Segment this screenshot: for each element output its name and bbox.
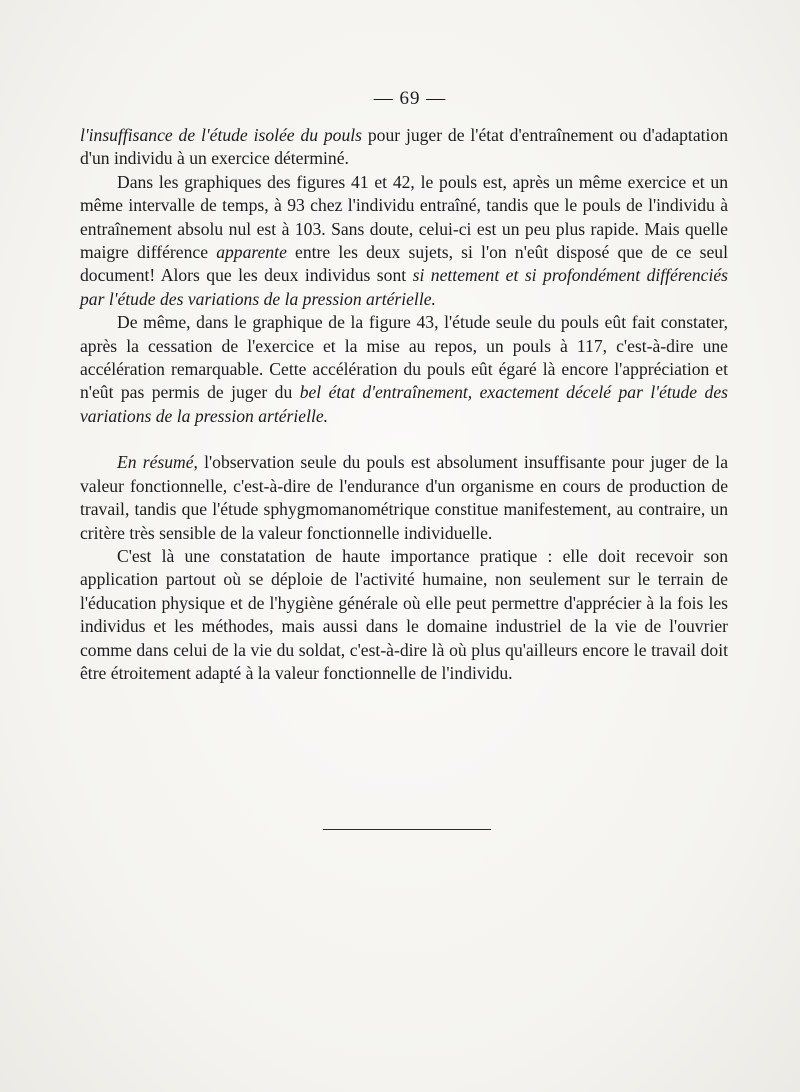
closing-rule [323, 829, 491, 830]
paragraph-1 [80, 124, 728, 171]
paragraph-2 [80, 171, 728, 311]
text-run: entre les deux sujets, si l'on n'eût disposé que de ce seul document! Alors que les deux individus sont [80, 242, 728, 286]
italic-run: apparente [216, 242, 287, 263]
paragraph-3 [80, 311, 728, 428]
italic-run: En résumé [117, 452, 194, 473]
page-number: — 69 — [373, 88, 447, 109]
body-text [80, 124, 728, 685]
italic-run: si nettement et si profondément différenciés par l'étude des variations de la pression artérielle. [80, 265, 729, 309]
text-run: Dans les graphiques des figures 41 et 42, le pouls est, après un même exercice et un même intervalle de temps, à 93 chez l'individu entraîné, tandis que le pouls de l'individu à entraînement absolu nul est à 103. Sans doute, celui-ci est un peu plus rapide. Mais quelle maigre différence [80, 171, 728, 263]
italic-run: l'insuffisance de l'étude isolée du pouls [80, 125, 363, 145]
text-run: pour juger de l'état d'entraînement ou d'adaptation d'un individu à un exercice déterminé. [80, 125, 728, 169]
text-run: De même, dans le graphique de la figure 43, l'étude seule du pouls eût fait constater, après la cessation de l'exercice et la mise au repos, un pouls à 117, c'est-à-dire une accélération remarquable. Cette accélération du pouls eût égaré là encore l'appréciation et n'eût pas permis de juger du [80, 312, 728, 403]
text-run: C'est là une constatation de haute importance pratique : elle doit recevoir son application partout où se déploie de l'activité humaine, non seulement sur le terrain de l'éducation physique et de l'hygiène générale où elle peut permettre d'apprécier à la fois les individus et les méthodes, mais aussi dans le domaine industriel de la vie de l'ouvrier comme dans celui de la vie du soldat, c'est-à-dire là où plus qu'ailleurs encore le travail doit être étroitement adapté à la valeur fonctionnelle de l'individu. [80, 545, 728, 683]
italic-run: bel état d'entraînement, exactement décelé par l'étude des variations de la pression artérielle. [80, 382, 728, 426]
paragraph-5 [80, 545, 728, 685]
paragraph-4 [80, 451, 728, 545]
text-run: , l'observation seule du pouls est absolument insuffisante pour juger de la valeur fonctionnelle, c'est-à-dire de l'endurance d'un organisme en cours de production de travail, tandis que l'étude sphygmomanométrique constitue manifestement, au contraire, un critère très sensible de la valeur fonctionnelle individuelle. [80, 452, 729, 543]
